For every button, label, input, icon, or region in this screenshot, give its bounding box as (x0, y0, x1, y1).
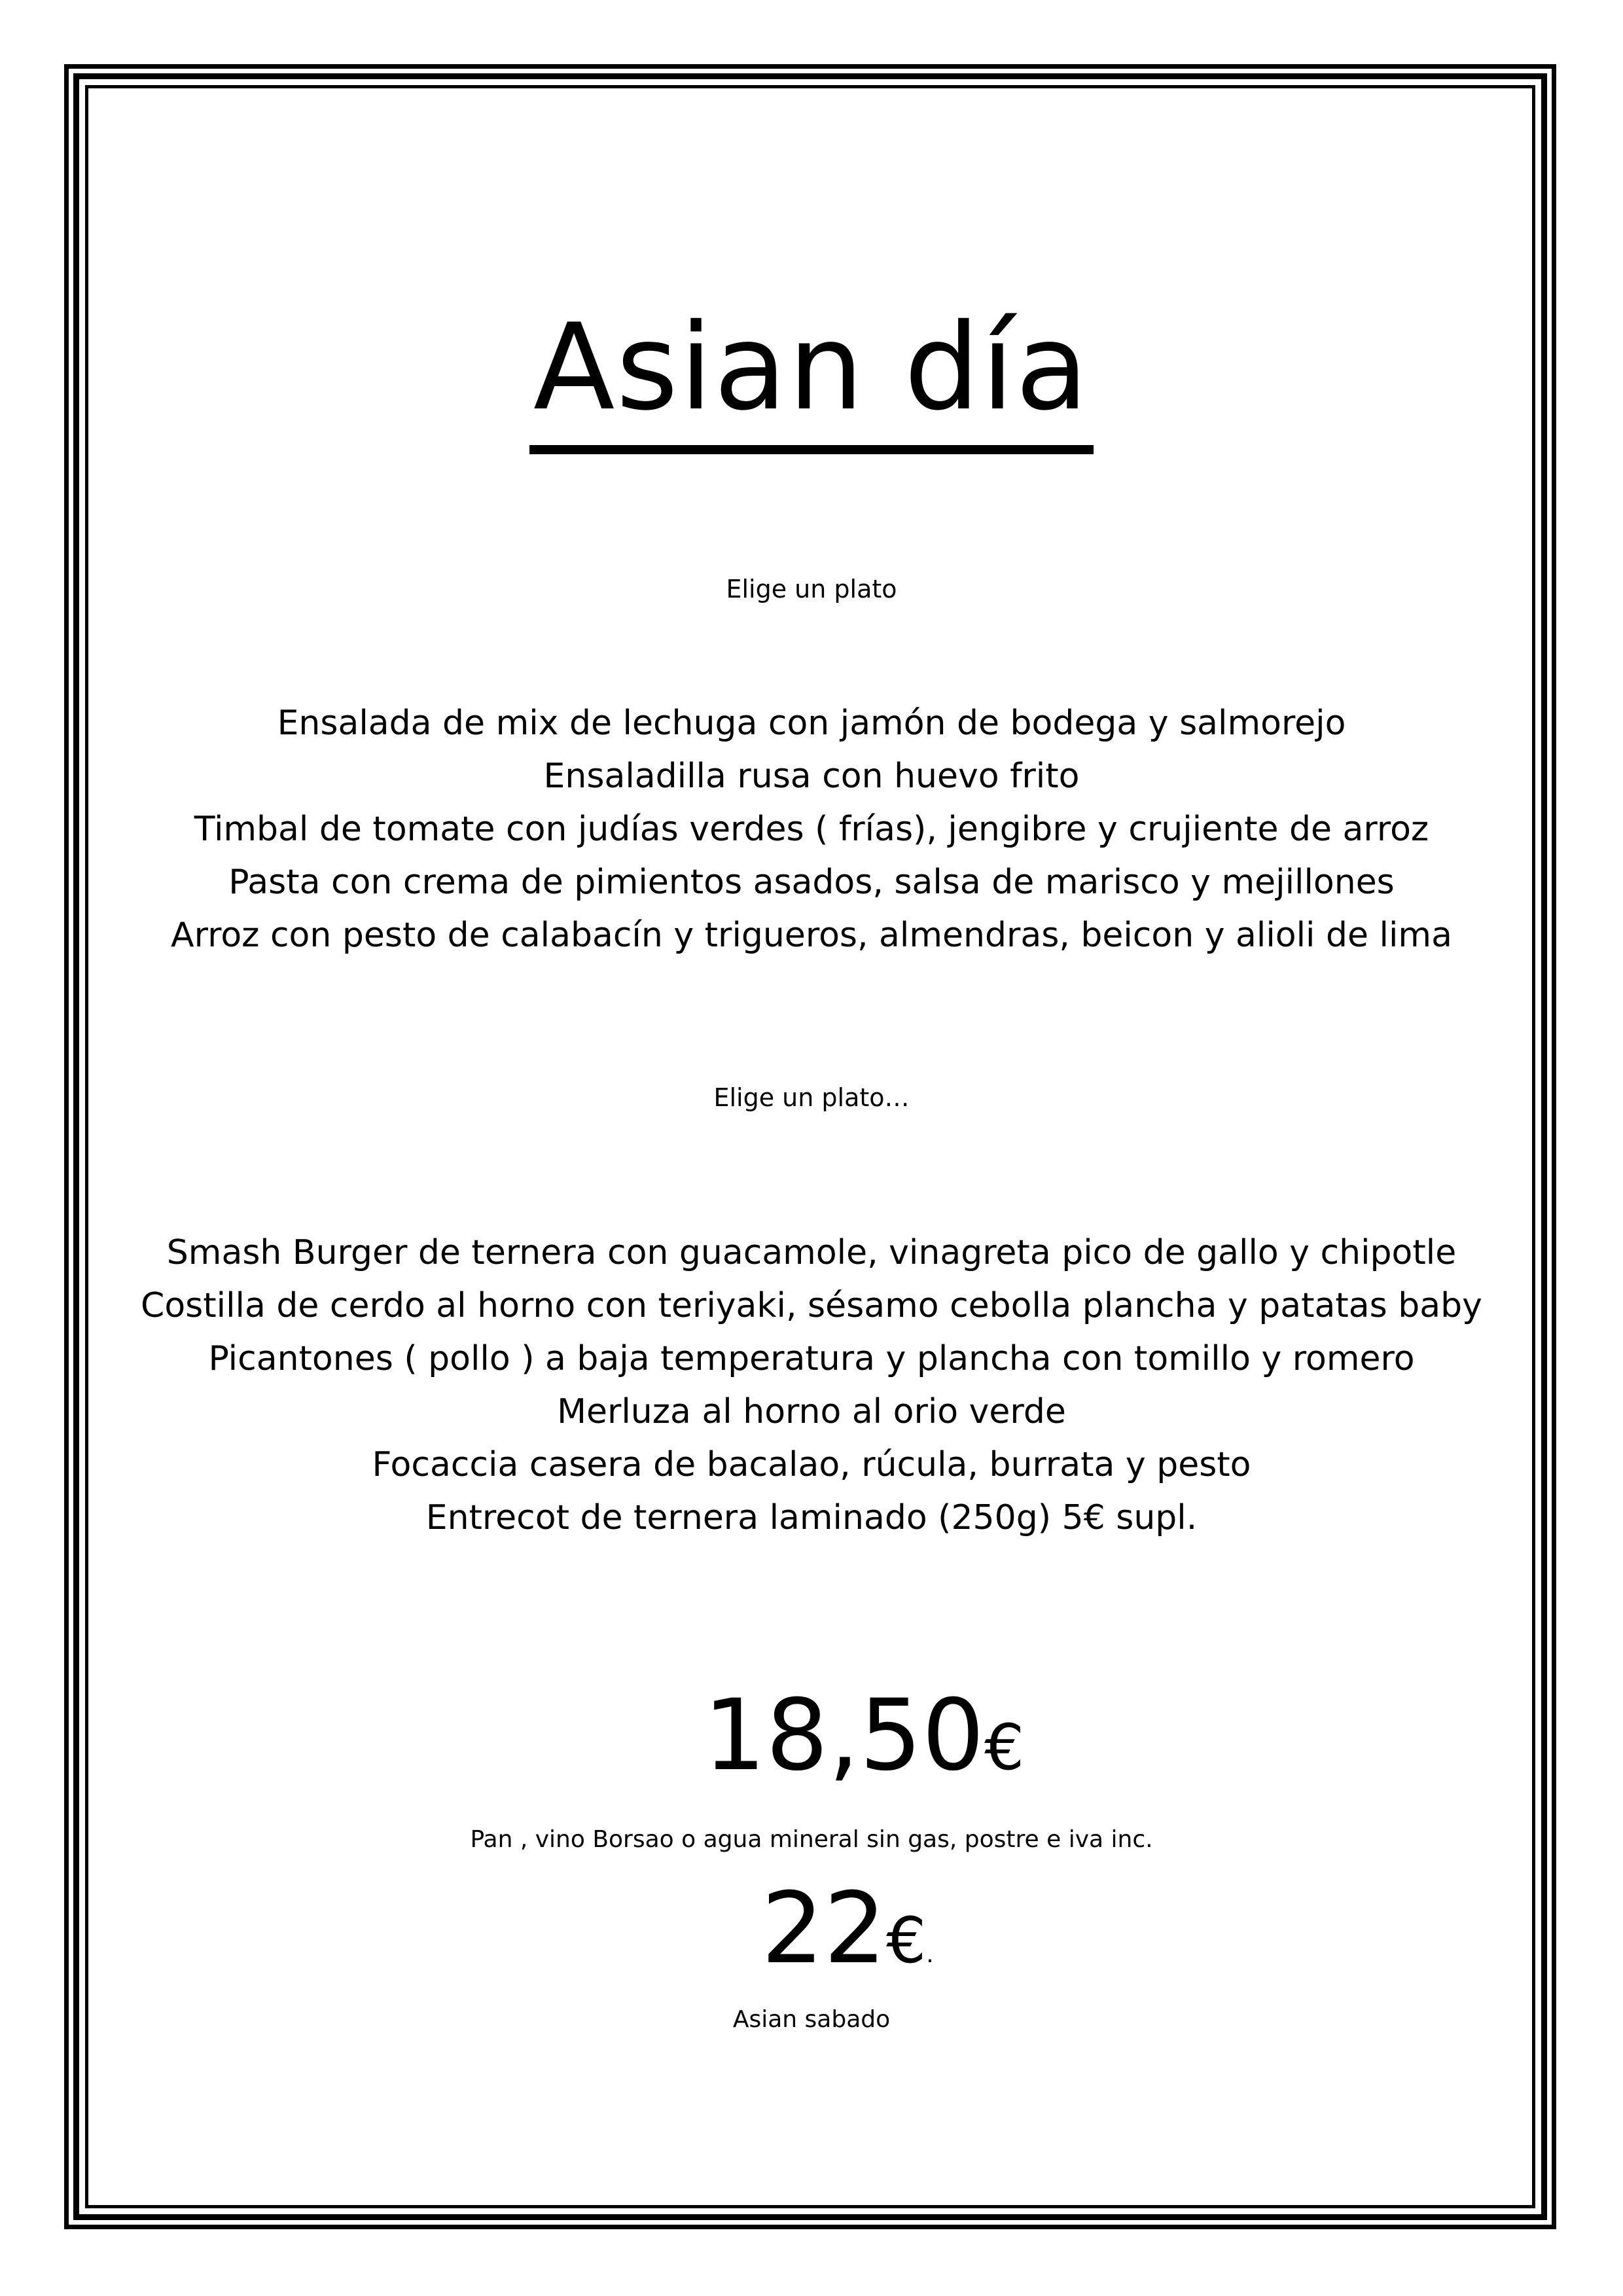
mains-heading: Elige un plato… (713, 1083, 910, 1112)
starters-heading: Elige un plato (726, 575, 897, 603)
includes-note: Pan , vino Borsao o agua mineral sin gas, postre e iva inc. (470, 1826, 1153, 1853)
saturday-price (0, 1872, 1623, 1986)
main-item: Merluza al horno al orio verde (557, 1392, 1066, 1431)
starter-item: Timbal de tomate con judías verdes ( frías), jengibre y crujiente de arroz (194, 810, 1429, 849)
main-item: Picantones ( pollo ) a baja temperatura y plancha con tomillo y romero (208, 1339, 1415, 1378)
main-item: Focaccia casera de bacalao, rúcula, burrata y pesto (372, 1445, 1251, 1484)
main-item: Costilla de cerdo al horno con teriyaki, sésamo cebolla plancha y patatas baby (141, 1286, 1482, 1325)
saturday-price-suffix: . (926, 1941, 934, 1968)
title-block (0, 298, 1623, 454)
weekday-price (0, 1679, 1623, 1793)
menu-title: Asian día (529, 308, 1094, 454)
saturday-price-amount: 22 (761, 1872, 887, 1986)
starter-item: Pasta con crema de pimientos asados, salsa de marisco y mejillones (228, 863, 1395, 902)
starter-item: Arroz con pesto de calabacín y trigueros, almendras, beicon y alioli de lima (171, 916, 1452, 955)
weekday-price-amount: 18,50 (703, 1679, 985, 1793)
starter-item: Ensalada de mix de lechuga con jamón de bodega y salmorejo (277, 704, 1346, 743)
starter-item: Ensaladilla rusa con huevo frito (543, 757, 1080, 796)
saturday-note: Asian sabado (732, 2006, 891, 2033)
main-item: Smash Burger de ternera con guacamole, vinagreta pico de gallo y chipotle (166, 1233, 1457, 1272)
saturday-price-currency: € (886, 1904, 927, 1977)
weekday-price-currency: € (984, 1711, 1025, 1784)
main-item: Entrecot de ternera laminado (250g) 5€ supl. (425, 1498, 1198, 1537)
